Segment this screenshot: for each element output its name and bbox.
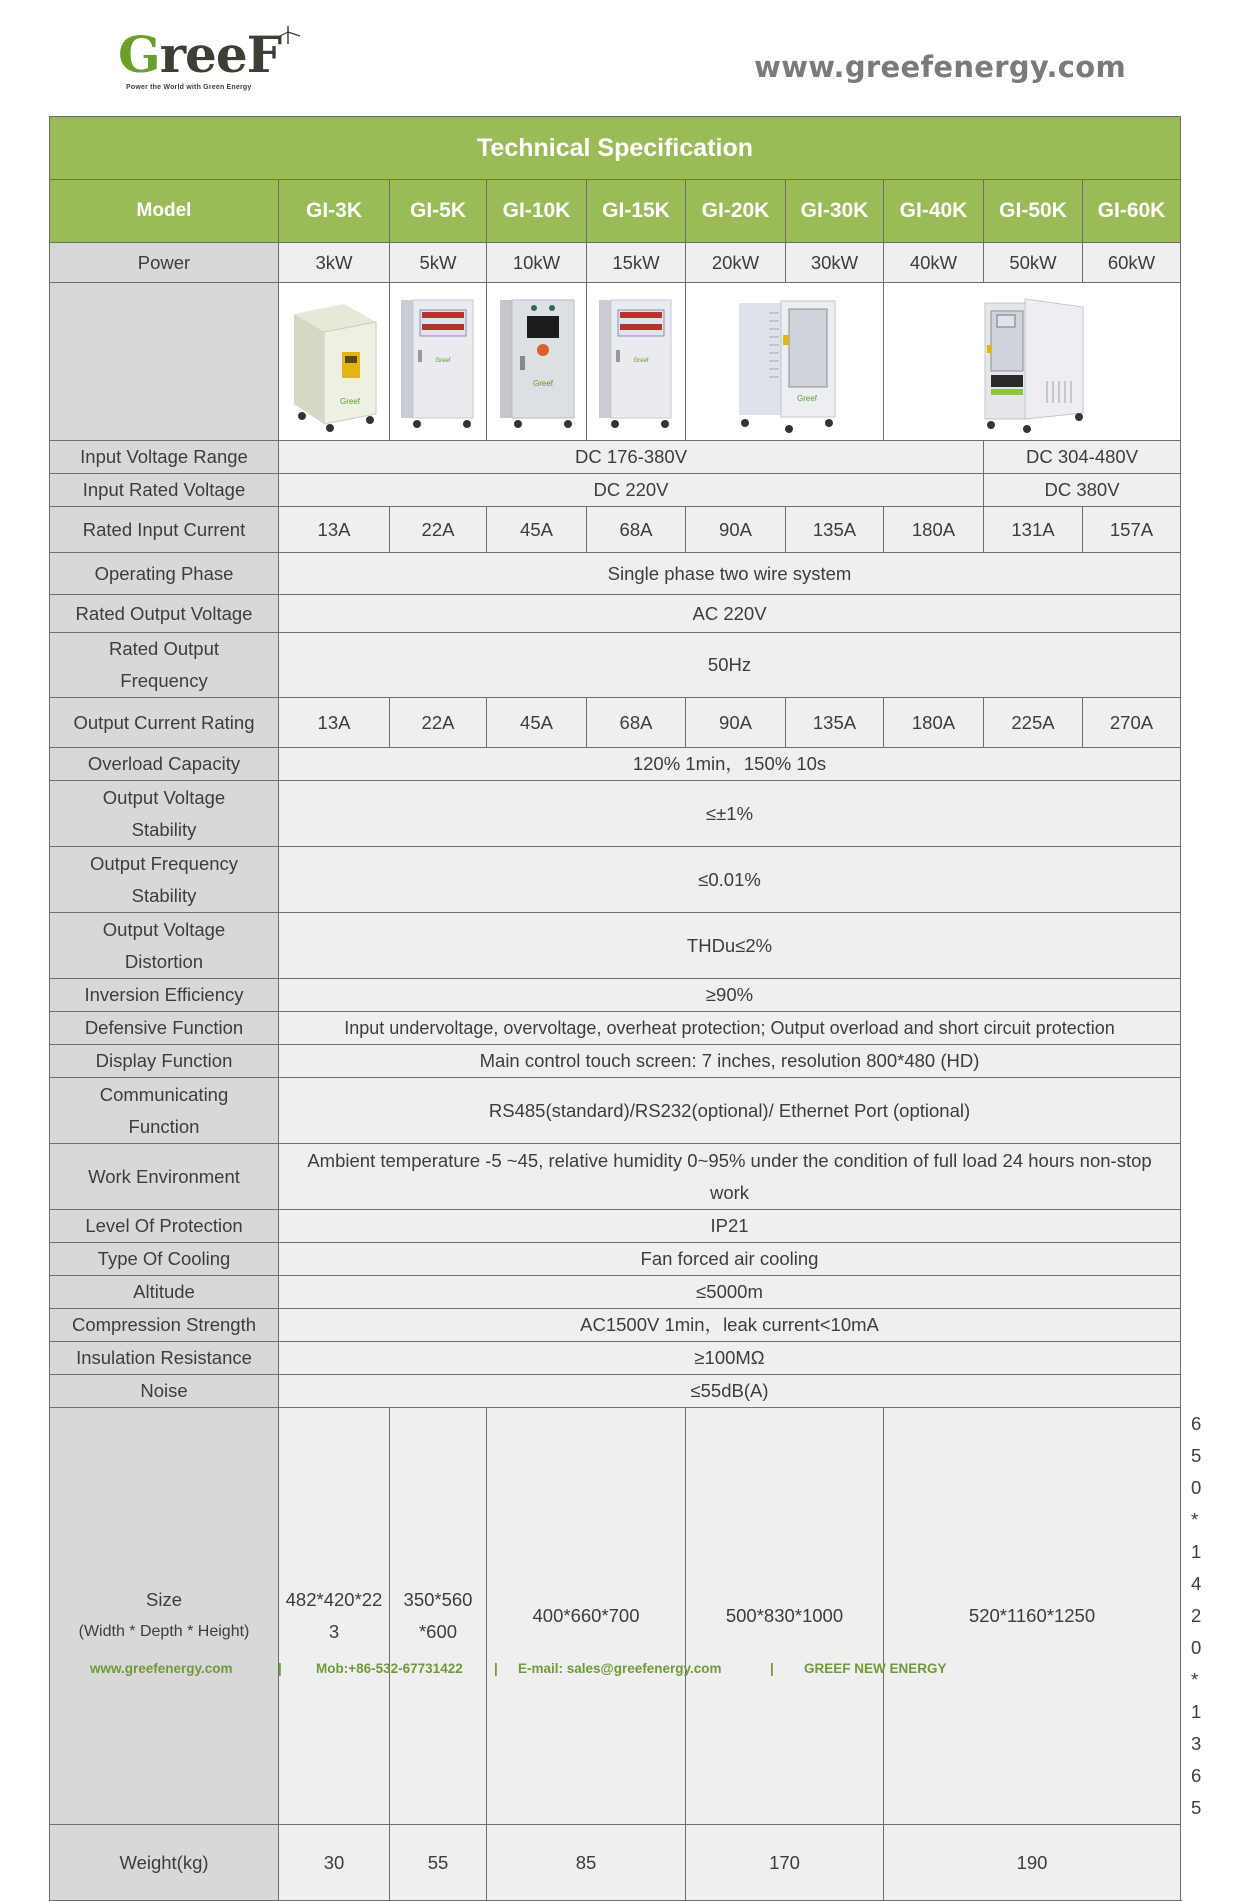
- model-row: [50, 180, 1181, 243]
- table-cell: ≤55dB(A): [279, 1375, 1181, 1408]
- work-environment-row: [50, 1144, 1181, 1210]
- table-cell: 3kW: [279, 243, 390, 283]
- row-label: Input Rated Voltage: [50, 474, 279, 507]
- table-cell: ≤0.01%: [279, 847, 1181, 913]
- table-cell: 10kW: [487, 243, 587, 283]
- row-label: Weight(kg): [50, 1825, 279, 1901]
- svg-text:Greef: Greef: [435, 357, 451, 364]
- svg-text:Greef: Greef: [796, 394, 817, 403]
- table-cell: 170: [686, 1825, 884, 1901]
- rated-input-current-row: [50, 507, 1181, 553]
- svg-text:Greef: Greef: [339, 396, 361, 406]
- product-image: [884, 283, 1181, 441]
- header-website[interactable]: www.greefenergy.com: [754, 50, 1126, 84]
- footer-email[interactable]: E-mail: sales@greefenergy.com: [518, 1661, 722, 1676]
- row-label: [50, 1408, 279, 1825]
- size-label: Size: [146, 1589, 182, 1610]
- table-title: Technical Specification: [50, 117, 1181, 180]
- row-label: Noise: [50, 1375, 279, 1408]
- inverter-cabinet-icon: [967, 289, 1097, 434]
- product-image: [390, 283, 487, 441]
- inversion-efficiency-row: [50, 979, 1181, 1012]
- logo-wordmark: GreeF: [118, 25, 282, 84]
- type-of-cooling-row: [50, 1243, 1181, 1276]
- input-voltage-range-row: [50, 441, 1181, 474]
- table-cell: DC 380V: [984, 474, 1181, 507]
- model-header: GI-50K: [984, 180, 1083, 243]
- table-cell: 15kW: [587, 243, 686, 283]
- table-cell: 68A: [587, 507, 686, 553]
- level-of-protection-row: [50, 1210, 1181, 1243]
- overload-capacity-row: [50, 748, 1181, 781]
- footer-mobile: Mob:+86-532-67731422: [316, 1661, 463, 1676]
- inverter-cabinet-icon: [492, 292, 582, 432]
- row-label: Display Function: [50, 1045, 279, 1078]
- inverter-cabinet-icon: [393, 292, 483, 432]
- table-cell: IP21: [279, 1210, 1181, 1243]
- table-cell: ≥100MΩ: [279, 1342, 1181, 1375]
- model-header: GI-3K: [279, 180, 390, 243]
- table-cell: 13A: [279, 507, 390, 553]
- insulation-resistance-row: [50, 1342, 1181, 1375]
- row-label: Altitude: [50, 1276, 279, 1309]
- table-cell: 180A: [884, 507, 984, 553]
- table-cell: 50Hz: [279, 633, 1181, 698]
- defensive-function-row: [50, 1012, 1181, 1045]
- table-cell: DC 220V: [279, 474, 984, 507]
- table-cell: ≤±1%: [279, 781, 1181, 847]
- row-label: Overload Capacity: [50, 748, 279, 781]
- footer-separator: |: [278, 1661, 282, 1676]
- product-image: [487, 283, 587, 441]
- model-header: GI-40K: [884, 180, 984, 243]
- rated-output-frequency-row: [50, 633, 1181, 698]
- table-cell: 5kW: [390, 243, 487, 283]
- row-label: Level Of Protection: [50, 1210, 279, 1243]
- compression-strength-row: [50, 1309, 1181, 1342]
- product-image: [686, 283, 884, 441]
- inverter-cabinet-icon: [725, 289, 845, 434]
- row-label-empty: [50, 283, 279, 441]
- footer-separator: |: [770, 1661, 774, 1676]
- table-cell: 190: [884, 1825, 1181, 1901]
- svg-text:Greef: Greef: [633, 357, 649, 364]
- row-label: Output Frequency Stability: [50, 847, 279, 913]
- table-cell: 350*560*600: [390, 1408, 487, 1825]
- footer-website[interactable]: www.greefenergy.com: [90, 1661, 233, 1676]
- power-row: [50, 243, 1181, 283]
- table-cell: 270A: [1083, 698, 1181, 748]
- row-label: Power: [50, 243, 279, 283]
- table-cell: 45A: [487, 507, 587, 553]
- row-label: Rated Output Voltage: [50, 595, 279, 633]
- inverter-cabinet-icon: [284, 292, 384, 432]
- table-cell: 90A: [686, 698, 786, 748]
- table-cell: Fan forced air cooling: [279, 1243, 1181, 1276]
- table-cell: Ambient temperature -5 ~45, relative humidity 0~95% under the condition of full load 24 hours non-stop work: [279, 1144, 1181, 1210]
- table-cell: ≥90%: [279, 979, 1181, 1012]
- table-cell: 400*660*700: [487, 1408, 686, 1825]
- table-cell: 22A: [390, 507, 487, 553]
- display-function-row: [50, 1045, 1181, 1078]
- row-label: Communicating Function: [50, 1078, 279, 1144]
- logo-tagline: Power the World with Green Energy: [126, 84, 252, 91]
- table-cell: 482*420*223: [279, 1408, 390, 1825]
- model-header: GI-5K: [390, 180, 487, 243]
- model-header: GI-10K: [487, 180, 587, 243]
- table-cell: 13A: [279, 698, 390, 748]
- row-label: Input Voltage Range: [50, 441, 279, 474]
- row-label: Output Current Rating: [50, 698, 279, 748]
- row-label: Work Environment: [50, 1144, 279, 1210]
- model-header: GI-60K: [1083, 180, 1181, 243]
- size-row: Size (Width * Depth * Height) 482*420*223 350*560*600 400*660*700 500*830*1000 520*1160*1250 650*1420*1365: [50, 1408, 1181, 1825]
- table-cell: 180A: [884, 698, 984, 748]
- table-cell: AC 220V: [279, 595, 1181, 633]
- table-cell: 55: [390, 1825, 487, 1901]
- product-image: [587, 283, 686, 441]
- footer-separator: |: [494, 1661, 498, 1676]
- output-frequency-stability-row: [50, 847, 1181, 913]
- table-cell: RS485(standard)/RS232(optional)/ Ethernet Port (optional): [279, 1078, 1181, 1144]
- title-row: [50, 117, 1181, 180]
- model-header: GI-15K: [587, 180, 686, 243]
- model-label: Model: [50, 180, 279, 243]
- table-cell: 22A: [390, 698, 487, 748]
- table-cell: Main control touch screen: 7 inches, resolution 800*480 (HD): [279, 1045, 1181, 1078]
- table-cell: DC 176-380V: [279, 441, 984, 474]
- table-cell: 60kW: [1083, 243, 1181, 283]
- table-cell: 45A: [487, 698, 587, 748]
- table-cell: 120% 1min，150% 10s: [279, 748, 1181, 781]
- row-label: Inversion Efficiency: [50, 979, 279, 1012]
- image-row: [50, 283, 1181, 441]
- row-label: Output Voltage Stability: [50, 781, 279, 847]
- row-label: Rated Output Frequency: [50, 633, 279, 698]
- row-label: Insulation Resistance: [50, 1342, 279, 1375]
- rated-output-voltage-row: [50, 595, 1181, 633]
- row-label: Rated Input Current: [50, 507, 279, 553]
- table-cell: 85: [487, 1825, 686, 1901]
- table-cell: 50kW: [984, 243, 1083, 283]
- table-cell: 90A: [686, 507, 786, 553]
- table-cell: 520*1160*1250: [884, 1408, 1181, 1825]
- table-cell: 131A: [984, 507, 1083, 553]
- communicating-function-row: [50, 1078, 1181, 1144]
- table-cell: ≤5000m: [279, 1276, 1181, 1309]
- row-label: Type Of Cooling: [50, 1243, 279, 1276]
- table-cell: 68A: [587, 698, 686, 748]
- svg-text:Greef: Greef: [532, 378, 553, 388]
- row-label: Output Voltage Distortion: [50, 913, 279, 979]
- output-voltage-distortion-row: [50, 913, 1181, 979]
- product-image: [279, 283, 390, 441]
- output-voltage-stability-row: [50, 781, 1181, 847]
- table-cell: DC 304-480V: [984, 441, 1181, 474]
- table-cell: AC1500V 1min，leak current<10mA: [279, 1309, 1181, 1342]
- altitude-row: [50, 1276, 1181, 1309]
- table-cell: 30: [279, 1825, 390, 1901]
- row-label: Operating Phase: [50, 553, 279, 595]
- inverter-cabinet-icon: [591, 292, 681, 432]
- input-rated-voltage-row: [50, 474, 1181, 507]
- row-label: Defensive Function: [50, 1012, 279, 1045]
- footer-company: GREEF NEW ENERGY: [804, 1661, 947, 1676]
- size-sublabel: (Width * Depth * Height): [78, 1623, 250, 1640]
- weight-row: [50, 1825, 1181, 1901]
- table-cell: 135A: [786, 698, 884, 748]
- table-cell: 500*830*1000: [686, 1408, 884, 1825]
- operating-phase-row: [50, 553, 1181, 595]
- table-cell: 40kW: [884, 243, 984, 283]
- table-cell: 135A: [786, 507, 884, 553]
- table-cell: Input undervoltage, overvoltage, overheat protection; Output overload and short circuit protection: [279, 1012, 1181, 1045]
- table-cell: 225A: [984, 698, 1083, 748]
- table-cell: Single phase two wire system: [279, 553, 1181, 595]
- output-current-rating-row: [50, 698, 1181, 748]
- table-cell: THDu≤2%: [279, 913, 1181, 979]
- noise-row: [50, 1375, 1181, 1408]
- table-cell: 20kW: [686, 243, 786, 283]
- table-cell: 30kW: [786, 243, 884, 283]
- greef-logo: [118, 26, 308, 96]
- row-label: Compression Strength: [50, 1309, 279, 1342]
- model-header: GI-20K: [686, 180, 786, 243]
- spec-table: [49, 116, 1202, 1901]
- table-cell: 157A: [1083, 507, 1181, 553]
- model-header: GI-30K: [786, 180, 884, 243]
